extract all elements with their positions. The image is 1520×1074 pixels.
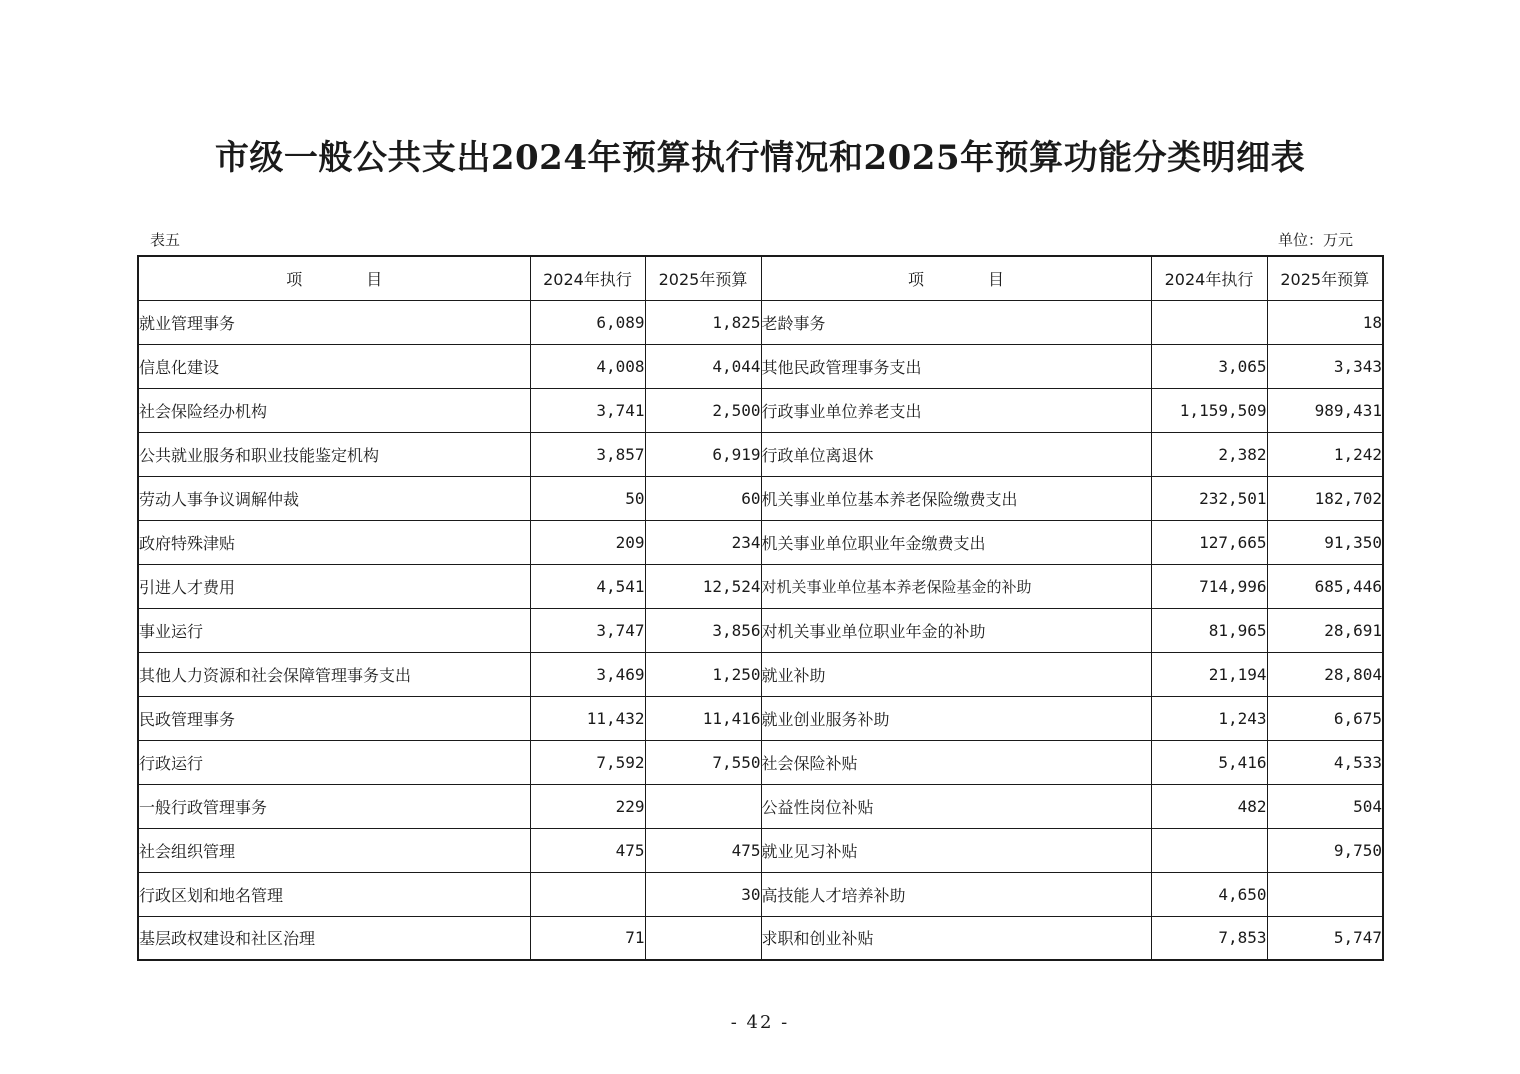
row-budget-right: 4,533 bbox=[1267, 740, 1383, 784]
row-exec-right: 714,996 bbox=[1151, 564, 1267, 608]
budget-table bbox=[137, 255, 1384, 961]
row-item-left: 公共就业服务和职业技能鉴定机构 bbox=[138, 432, 530, 476]
row-item-right: 社会保险补贴 bbox=[761, 740, 1151, 784]
row-budget-right: 504 bbox=[1267, 784, 1383, 828]
row-exec-right: 1,159,509 bbox=[1151, 388, 1267, 432]
row-item-left: 信息化建设 bbox=[138, 344, 530, 388]
page-title: 市级一般公共支出2024年预算执行情况和2025年预算功能分类明细表 bbox=[214, 138, 1306, 178]
header-item-right: 项 目 bbox=[761, 256, 1151, 300]
row-item-right: 行政事业单位养老支出 bbox=[761, 388, 1151, 432]
row-item-left: 就业管理事务 bbox=[138, 300, 530, 344]
row-exec-right: 127,665 bbox=[1151, 520, 1267, 564]
header-item-left: 项 目 bbox=[138, 256, 530, 300]
row-exec-right: 81,965 bbox=[1151, 608, 1267, 652]
table-row bbox=[138, 828, 1383, 872]
row-budget-left: 12,524 bbox=[645, 564, 761, 608]
row-item-left: 基层政权建设和社区治理 bbox=[138, 916, 530, 960]
row-budget-left: 475 bbox=[645, 828, 761, 872]
row-exec-left: 209 bbox=[530, 520, 645, 564]
row-budget-right: 182,702 bbox=[1267, 476, 1383, 520]
row-item-right: 老龄事务 bbox=[761, 300, 1151, 344]
row-budget-left: 2,500 bbox=[645, 388, 761, 432]
table-header-row bbox=[138, 256, 1383, 300]
row-budget-left: 60 bbox=[645, 476, 761, 520]
row-exec-left: 6,089 bbox=[530, 300, 645, 344]
row-item-left: 引进人才费用 bbox=[138, 564, 530, 608]
row-item-left: 社会保险经办机构 bbox=[138, 388, 530, 432]
row-budget-right: 5,747 bbox=[1267, 916, 1383, 960]
row-item-left: 民政管理事务 bbox=[138, 696, 530, 740]
row-item-right: 就业见习补贴 bbox=[761, 828, 1151, 872]
row-budget-left: 7,550 bbox=[645, 740, 761, 784]
row-item-right: 就业补助 bbox=[761, 652, 1151, 696]
row-exec-right bbox=[1151, 828, 1267, 872]
row-budget-right: 685,446 bbox=[1267, 564, 1383, 608]
row-item-right: 对机关事业单位职业年金的补助 bbox=[761, 608, 1151, 652]
row-budget-left: 1,825 bbox=[645, 300, 761, 344]
row-exec-left: 7,592 bbox=[530, 740, 645, 784]
table-row bbox=[138, 784, 1383, 828]
header-exec-left: 2024年执行 bbox=[530, 256, 645, 300]
row-exec-left: 475 bbox=[530, 828, 645, 872]
row-budget-left: 4,044 bbox=[645, 344, 761, 388]
row-exec-left: 71 bbox=[530, 916, 645, 960]
row-exec-right: 1,243 bbox=[1151, 696, 1267, 740]
row-budget-right: 28,691 bbox=[1267, 608, 1383, 652]
row-budget-right: 9,750 bbox=[1267, 828, 1383, 872]
row-exec-right: 482 bbox=[1151, 784, 1267, 828]
row-exec-right: 3,065 bbox=[1151, 344, 1267, 388]
row-item-left: 行政运行 bbox=[138, 740, 530, 784]
row-budget-right: 6,675 bbox=[1267, 696, 1383, 740]
row-exec-left: 11,432 bbox=[530, 696, 645, 740]
row-item-right: 行政单位离退休 bbox=[761, 432, 1151, 476]
row-item-left: 其他人力资源和社会保障管理事务支出 bbox=[138, 652, 530, 696]
row-item-right: 求职和创业补贴 bbox=[761, 916, 1151, 960]
row-item-left: 行政区划和地名管理 bbox=[138, 872, 530, 916]
row-budget-right bbox=[1267, 872, 1383, 916]
row-budget-right: 1,242 bbox=[1267, 432, 1383, 476]
table-row bbox=[138, 652, 1383, 696]
row-item-right: 就业创业服务补助 bbox=[761, 696, 1151, 740]
row-exec-right: 4,650 bbox=[1151, 872, 1267, 916]
row-item-left: 劳动人事争议调解仲裁 bbox=[138, 476, 530, 520]
row-item-right: 高技能人才培养补助 bbox=[761, 872, 1151, 916]
table-row bbox=[138, 520, 1383, 564]
header-exec-right: 2024年执行 bbox=[1151, 256, 1267, 300]
row-budget-left bbox=[645, 784, 761, 828]
table-row bbox=[138, 740, 1383, 784]
row-exec-left: 229 bbox=[530, 784, 645, 828]
table-row bbox=[138, 608, 1383, 652]
row-budget-left: 234 bbox=[645, 520, 761, 564]
row-exec-right: 21,194 bbox=[1151, 652, 1267, 696]
table-row bbox=[138, 696, 1383, 740]
table-row bbox=[138, 916, 1383, 960]
header-budget-right: 2025年预算 bbox=[1267, 256, 1383, 300]
row-budget-right: 91,350 bbox=[1267, 520, 1383, 564]
row-exec-right: 2,382 bbox=[1151, 432, 1267, 476]
row-budget-left bbox=[645, 916, 761, 960]
row-budget-right: 28,804 bbox=[1267, 652, 1383, 696]
row-item-right: 机关事业单位基本养老保险缴费支出 bbox=[761, 476, 1151, 520]
row-budget-right: 989,431 bbox=[1267, 388, 1383, 432]
table-row bbox=[138, 564, 1383, 608]
header-budget-left: 2025年预算 bbox=[645, 256, 761, 300]
row-exec-right: 232,501 bbox=[1151, 476, 1267, 520]
table-row bbox=[138, 872, 1383, 916]
row-exec-left: 4,541 bbox=[530, 564, 645, 608]
row-budget-left: 3,856 bbox=[645, 608, 761, 652]
row-exec-right: 7,853 bbox=[1151, 916, 1267, 960]
row-item-left: 事业运行 bbox=[138, 608, 530, 652]
row-exec-left: 50 bbox=[530, 476, 645, 520]
row-exec-left: 4,008 bbox=[530, 344, 645, 388]
row-budget-left: 1,250 bbox=[645, 652, 761, 696]
row-budget-left: 6,919 bbox=[645, 432, 761, 476]
row-item-right: 其他民政管理事务支出 bbox=[761, 344, 1151, 388]
row-item-right: 机关事业单位职业年金缴费支出 bbox=[761, 520, 1151, 564]
row-budget-right: 3,343 bbox=[1267, 344, 1383, 388]
row-exec-left: 3,747 bbox=[530, 608, 645, 652]
row-item-right: 公益性岗位补贴 bbox=[761, 784, 1151, 828]
row-budget-right: 18 bbox=[1267, 300, 1383, 344]
row-exec-left bbox=[530, 872, 645, 916]
row-budget-left: 11,416 bbox=[645, 696, 761, 740]
page-number: - 42 - bbox=[730, 1012, 790, 1033]
table-row bbox=[138, 476, 1383, 520]
unit-label: 单位：万元 bbox=[1278, 231, 1354, 249]
row-item-left: 社会组织管理 bbox=[138, 828, 530, 872]
row-item-left: 一般行政管理事务 bbox=[138, 784, 530, 828]
row-item-left: 政府特殊津贴 bbox=[138, 520, 530, 564]
row-exec-right bbox=[1151, 300, 1267, 344]
row-exec-right: 5,416 bbox=[1151, 740, 1267, 784]
row-exec-left: 3,469 bbox=[530, 652, 645, 696]
row-item-right: 对机关事业单位基本养老保险基金的补助 bbox=[761, 564, 1151, 608]
row-exec-left: 3,741 bbox=[530, 388, 645, 432]
table-row bbox=[138, 388, 1383, 432]
table-row bbox=[138, 432, 1383, 476]
table-row bbox=[138, 300, 1383, 344]
row-exec-left: 3,857 bbox=[530, 432, 645, 476]
table-label: 表五 bbox=[150, 231, 181, 249]
row-budget-left: 30 bbox=[645, 872, 761, 916]
table-row bbox=[138, 344, 1383, 388]
